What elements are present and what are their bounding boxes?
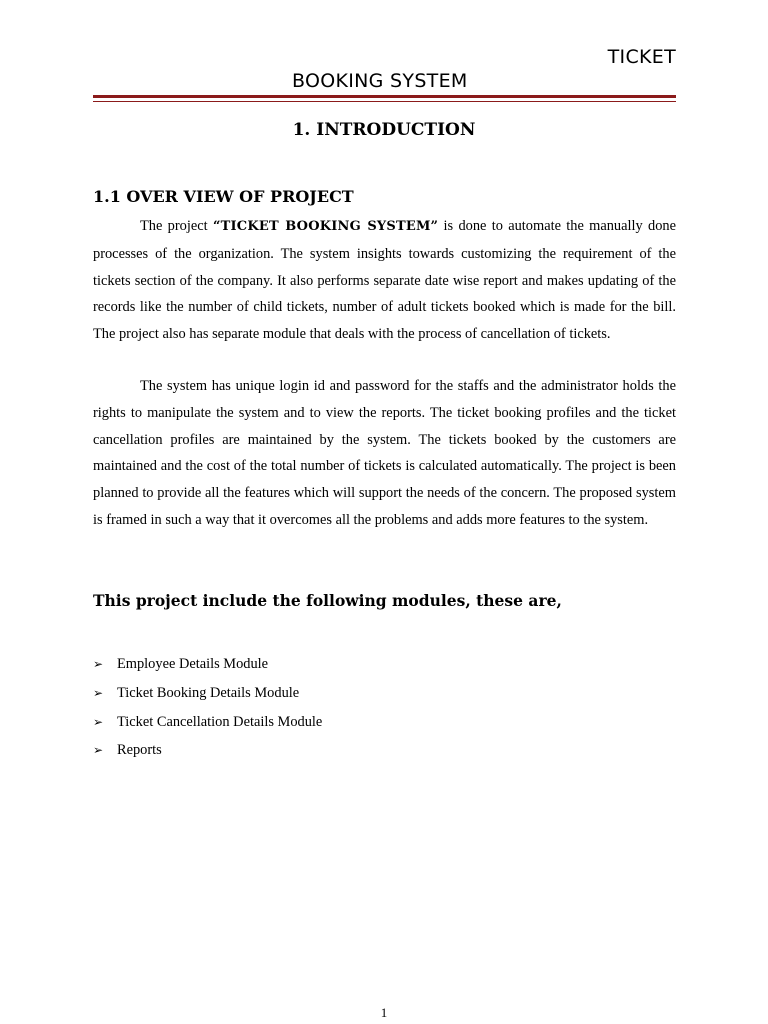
header-rule-thick [93,95,676,98]
overview-paragraph-2: The system has unique login id and password for the staffs and the administrator holds the rights to manipulate the system and to view the reports. The ticket booking profiles and the ticket cancellation profiles are maintained by the system. The tickets booked by the customers are maintained and the cost of the total number of tickets is calculated automatically. The project is been planned to provide all the features which will support the needs of the concern. The proposed system is framed in such a way that it overcomes all the problems and adds more features to the system. [93,378,676,528]
module-item [93,710,322,739]
arrowhead-bullet-icon: ➢ [93,685,104,700]
arrowhead-bullet-icon: ➢ [93,743,104,758]
module-label: Reports [117,742,162,759]
para1-prefix: The project [140,218,213,234]
para1-rest: is done to automate the manually done processes of the organization. The system insights towards customizing the requirement of the tickets section of the company. It also performs separate date wise report and makes updating of the records like the number of child tickets, number of adult tickets booked which is made for the bill. The project also has separate module that deals with the process of cancellation of tickets. [93,218,676,343]
header-title-line2: BOOKING SYSTEM [292,70,468,92]
module-item [93,681,322,710]
module-item [93,738,322,767]
section-heading: 1.1 OVER VIEW OF PROJECT [93,187,354,206]
overview-paragraph-1 [93,213,676,348]
module-list [93,652,322,767]
module-label: Employee Details Module [117,656,269,672]
page-number: 1 [380,1005,388,1020]
arrowhead-bullet-icon: ➢ [93,714,104,729]
modules-heading: This project include the following modules, these are, [93,591,562,610]
header-rule-thin [93,101,676,102]
module-item [93,652,322,681]
project-name-bold: “TICKET BOOKING SYSTEM” [212,219,439,234]
module-label: Ticket Booking Details Module [117,684,300,701]
header-title-line1: TICKET [607,46,676,68]
chapter-title: 1. INTRODUCTION [292,120,476,140]
arrowhead-bullet-icon: ➢ [93,657,104,671]
module-label: Ticket Cancellation Details Module [117,713,323,730]
